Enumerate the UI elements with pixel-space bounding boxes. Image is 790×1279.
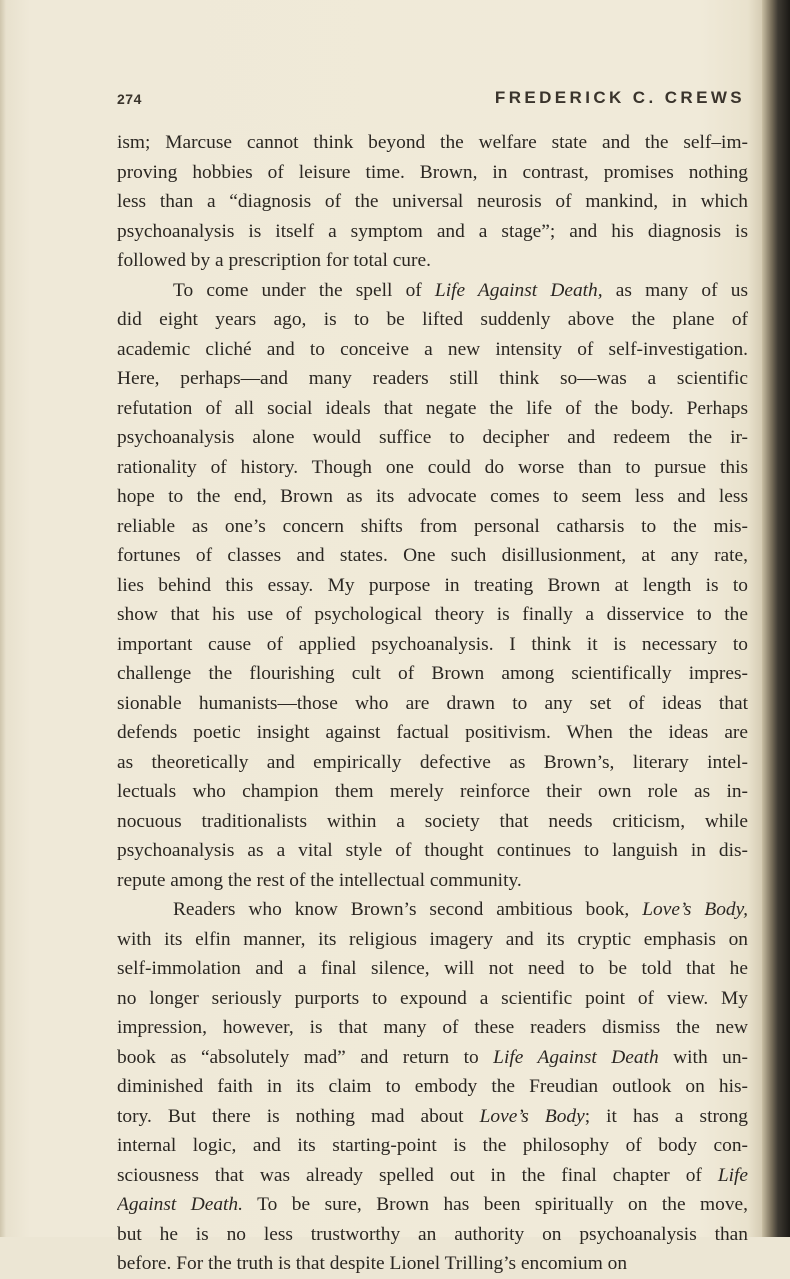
text-run: lectuals who champion them merely reinforce their own role as in- bbox=[117, 781, 748, 802]
paragraph bbox=[117, 895, 748, 1279]
text-line bbox=[117, 1131, 748, 1161]
italic-title: Life bbox=[717, 1164, 748, 1186]
text-run: book as “absolutely mad” and return to bbox=[117, 1046, 494, 1068]
text-line bbox=[117, 217, 748, 247]
text-run: with its elfin manner, its religious imagery and its cryptic emphasis on bbox=[117, 928, 748, 950]
text-line bbox=[117, 187, 748, 217]
text-line bbox=[117, 807, 748, 837]
body-text bbox=[117, 128, 748, 1279]
italic-title: Love’s Body bbox=[479, 1105, 585, 1127]
text-run: refutation of all social ideals that negate the life of the body. Perhaps bbox=[117, 397, 748, 419]
text-line bbox=[117, 1013, 748, 1043]
text-line bbox=[117, 571, 748, 601]
text-run: challenge the flourishing cult of Brown among scientifically impres- bbox=[117, 663, 748, 684]
text-run: psychoanalysis alone would suffice to decipher and redeem the ir- bbox=[117, 427, 748, 448]
text-run: To come under the spell of bbox=[173, 279, 435, 301]
text-run: followed by a prescription for total cure. bbox=[117, 250, 431, 271]
text-run: reliable as one’s concern shifts from personal catharsis to the mis- bbox=[117, 515, 748, 537]
text-line bbox=[117, 423, 748, 453]
text-run: lies behind this essay. My purpose in treating Brown at length is to bbox=[117, 574, 748, 596]
text-line bbox=[117, 394, 748, 424]
text-run: psychoanalysis as a vital style of thought continues to languish in dis- bbox=[117, 840, 748, 861]
text-run: academic cliché and to conceive a new intensity of self-investigation. bbox=[117, 338, 748, 360]
text-run: internal logic, and its starting-point is the philosophy of body con- bbox=[117, 1135, 748, 1156]
text-run: repute among the rest of the intellectual community. bbox=[117, 869, 522, 891]
text-run: nocuous traditionalists within a society that needs criticism, while bbox=[117, 810, 748, 832]
text-line bbox=[117, 1249, 748, 1279]
text-run: less than a “diagnosis of the universal neurosis of mankind, in which bbox=[117, 191, 748, 212]
text-run: as many of us bbox=[602, 279, 748, 301]
text-run: fortunes of classes and states. One such disillusionment, at any rate, bbox=[117, 545, 748, 566]
page-left-shadow bbox=[0, 0, 6, 1237]
text-line bbox=[117, 984, 748, 1014]
text-line bbox=[117, 1043, 748, 1073]
text-run: show that his use of psychological theory is finally a disservice to the bbox=[117, 604, 748, 625]
text-line bbox=[117, 335, 748, 365]
text-line bbox=[117, 541, 748, 571]
text-run: Here, perhaps—and many readers still think so—was a scientific bbox=[117, 368, 748, 389]
text-run: proving hobbies of leisure time. Brown, in contrast, promises nothing bbox=[117, 161, 748, 183]
text-run: hope to the end, Brown as its advocate comes to seem less and less bbox=[117, 486, 748, 507]
text-line bbox=[117, 364, 748, 394]
text-run: rationality of history. Though one could do worse than to pursue this bbox=[117, 456, 748, 478]
text-run: impression, however, is that many of these readers dismiss the new bbox=[117, 1017, 748, 1038]
text-run: with un- bbox=[658, 1046, 748, 1068]
text-run: defends poetic insight against factual positivism. When the ideas are bbox=[117, 722, 748, 743]
text-run: ; it has a strong bbox=[584, 1105, 748, 1127]
text-line bbox=[117, 128, 748, 158]
text-run: important cause of applied psychoanalysis. I think it is necessary to bbox=[117, 633, 748, 655]
text-line bbox=[117, 630, 748, 660]
text-run: Readers who know Brown’s second ambitious book, bbox=[173, 899, 643, 920]
text-line bbox=[117, 305, 748, 335]
text-line bbox=[117, 276, 748, 306]
page-number: 274 bbox=[117, 91, 142, 107]
text-line bbox=[117, 866, 748, 896]
paragraph bbox=[117, 128, 748, 276]
text-line bbox=[117, 1190, 748, 1220]
text-line bbox=[117, 954, 748, 984]
text-line bbox=[117, 600, 748, 630]
text-run: self-immolation and a final silence, will not need to be told that he bbox=[117, 958, 748, 979]
text-line bbox=[117, 1161, 748, 1191]
text-line bbox=[117, 158, 748, 188]
italic-title: Life Against Death, bbox=[434, 279, 603, 301]
text-line bbox=[117, 777, 748, 807]
text-run: did eight years ago, is to be lifted suddenly above the plane of bbox=[117, 309, 748, 330]
text-line bbox=[117, 659, 748, 689]
italic-title: Life Against Death bbox=[493, 1046, 659, 1068]
text-run: sciousness that was already spelled out in the final chapter of bbox=[117, 1164, 718, 1186]
text-run: but he is no less trustworthy an authority on psychoanalysis than bbox=[117, 1223, 748, 1245]
text-line bbox=[117, 246, 748, 276]
book-binding-edge bbox=[762, 0, 790, 1237]
text-run: To be sure, Brown has been spiritually on the move, bbox=[242, 1194, 748, 1215]
text-run: sionable humanists—those who are drawn to any set of ideas that bbox=[117, 692, 748, 714]
text-line bbox=[117, 689, 748, 719]
italic-title: Against Death. bbox=[117, 1194, 243, 1215]
text-line bbox=[117, 748, 748, 778]
text-line bbox=[117, 1220, 748, 1250]
italic-title: Love’s Body, bbox=[642, 899, 748, 920]
text-run: diminished faith in its claim to embody the Freudian outlook on his- bbox=[117, 1076, 748, 1097]
paragraph bbox=[117, 276, 748, 896]
text-line bbox=[117, 1102, 748, 1132]
text-line bbox=[117, 453, 748, 483]
text-run: no longer seriously purports to expound a scientific point of view. My bbox=[117, 987, 748, 1009]
text-run: as theoretically and empirically defective as Brown’s, literary intel- bbox=[117, 751, 748, 773]
running-head bbox=[117, 88, 745, 112]
text-line bbox=[117, 895, 748, 925]
author-running-head: FREDERICK C. CREWS bbox=[494, 88, 745, 107]
text-run: psychoanalysis is itself a symptom and a stage”; and his diagnosis is bbox=[117, 220, 748, 242]
text-line bbox=[117, 512, 748, 542]
text-line bbox=[117, 718, 748, 748]
text-run: ism; Marcuse cannot think beyond the welfare state and the self–im- bbox=[117, 132, 748, 153]
text-line bbox=[117, 1072, 748, 1102]
text-line bbox=[117, 482, 748, 512]
text-run: before. For the truth is that despite Lionel Trilling’s encomium on bbox=[117, 1253, 628, 1274]
text-line bbox=[117, 925, 748, 955]
text-run: tory. But there is nothing mad about bbox=[117, 1105, 480, 1127]
text-line bbox=[117, 836, 748, 866]
